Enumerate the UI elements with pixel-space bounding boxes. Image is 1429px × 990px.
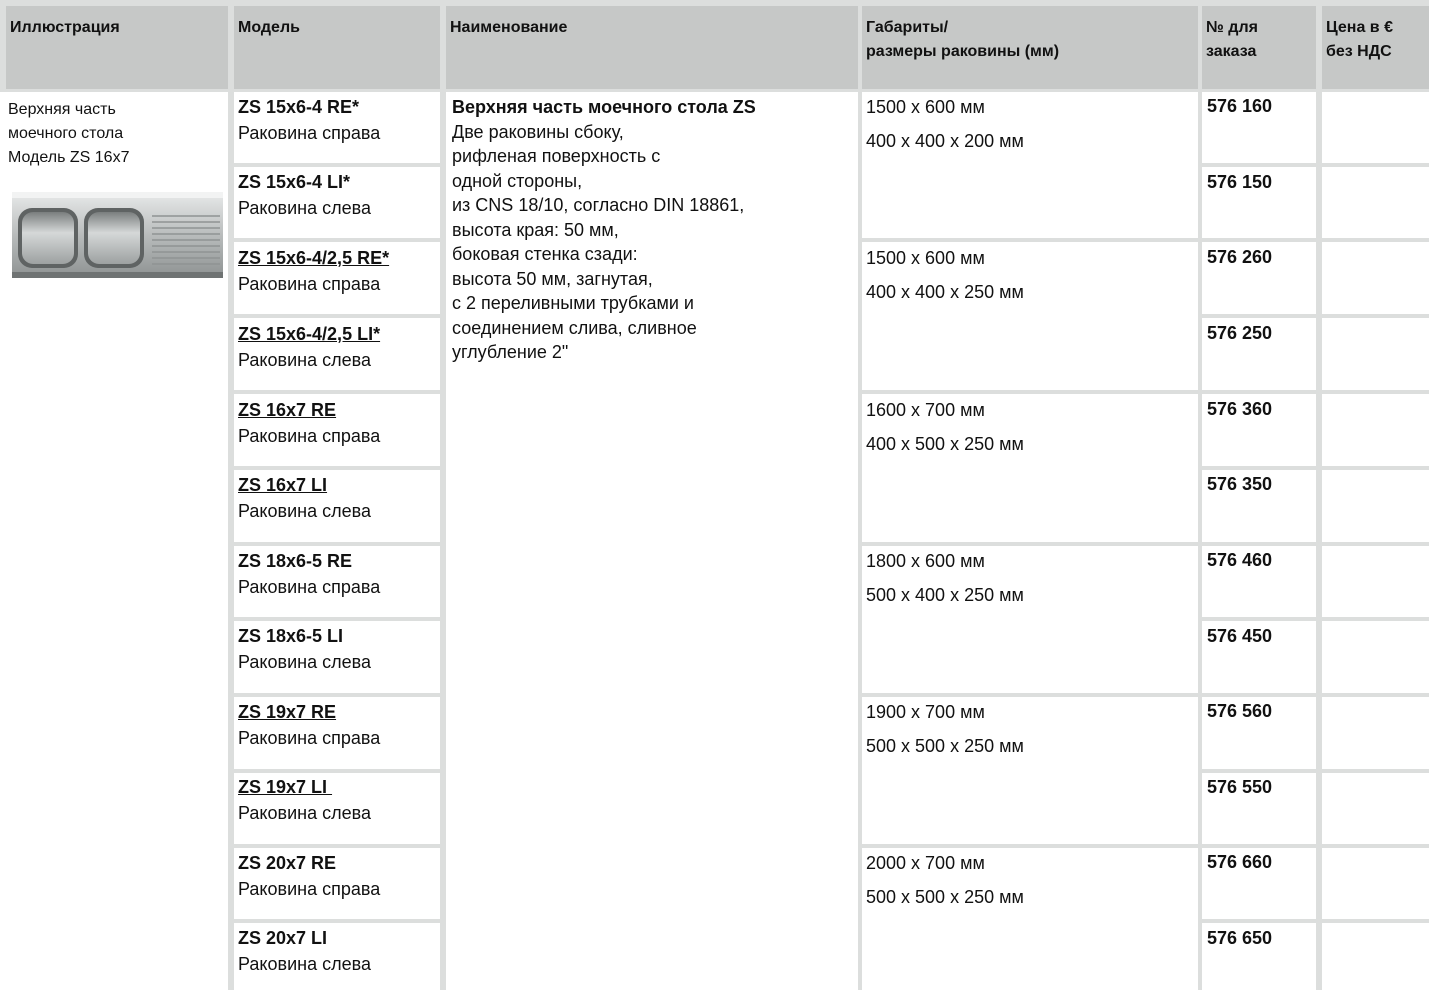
bowl-dimensions: 500 x 500 x 250 мм <box>866 736 1024 756</box>
dimension-group <box>866 90 1024 158</box>
description-line: боковая стенка сзади: <box>452 244 638 264</box>
sink-side: Раковина слева <box>238 501 371 521</box>
double-bowl-sink-image <box>12 192 223 278</box>
model-code: ZS 18x6-5 LI <box>238 626 344 646</box>
description-line: углубление 2" <box>452 342 569 362</box>
model-entry <box>238 94 380 146</box>
dimension-group <box>866 544 1024 612</box>
price-cell <box>1322 318 1429 390</box>
description-line: из CNS 18/10, согласно DIN 18861, <box>452 195 745 215</box>
outer-dimensions: 1500 x 600 мм <box>866 97 985 117</box>
header-model <box>234 6 440 89</box>
bowl-dimensions: 500 x 500 x 250 мм <box>866 887 1024 907</box>
outer-dimensions: 1500 x 600 мм <box>866 248 985 268</box>
order-number: 576 660 <box>1207 852 1273 872</box>
model-code: ZS 15x6-4/2,5 LI* <box>238 324 381 344</box>
illustration-caption-line1: Верхняя часть <box>8 101 116 118</box>
bowl-dimensions: 400 x 400 x 200 мм <box>866 131 1024 151</box>
order-number: 576 450 <box>1207 626 1273 646</box>
model-entry <box>238 699 380 751</box>
price-cell <box>1322 621 1429 693</box>
model-entry <box>238 774 371 826</box>
model-code: ZS 16x7 RE <box>238 400 337 420</box>
model-code: ZS 15x6-4 RE* <box>238 97 360 117</box>
bowl-dimensions: 500 x 400 x 250 мм <box>866 585 1024 605</box>
sink-side: Раковина справа <box>238 879 381 899</box>
model-entry <box>238 397 380 449</box>
description-title: Верхняя часть моечного стола ZS <box>452 97 756 117</box>
outer-dimensions: 2000 x 700 мм <box>866 853 985 873</box>
dimension-group <box>866 695 1024 763</box>
model-code: ZS 20x7 RE <box>238 853 337 873</box>
model-entry <box>238 169 371 221</box>
illustration-caption <box>8 98 228 170</box>
model-entry <box>238 623 371 675</box>
description-line: высота края: 50 мм, <box>452 219 619 240</box>
description-line: одной стороны, <box>452 170 583 191</box>
description-line: с 2 переливными трубками и <box>452 293 694 313</box>
dimension-group <box>866 846 1024 914</box>
illustration-caption-line2: моечного стола <box>8 125 124 142</box>
order-number: 576 360 <box>1207 399 1273 419</box>
price-cell <box>1322 92 1429 163</box>
sink-side: Раковина справа <box>238 274 381 294</box>
sink-side: Раковина справа <box>238 577 381 597</box>
model-code: ZS 16x7 LI <box>238 475 328 495</box>
price-cell <box>1322 394 1429 466</box>
dimension-group <box>866 241 1024 309</box>
price-cell <box>1322 470 1429 542</box>
price-cell <box>1322 923 1429 990</box>
sink-side: Раковина справа <box>238 426 381 446</box>
order-number: 576 250 <box>1207 323 1273 343</box>
model-code: ZS 19x7 RE <box>238 702 337 722</box>
model-code: ZS 20x7 LI <box>238 928 328 948</box>
order-number: 576 550 <box>1207 777 1273 797</box>
order-number: 576 560 <box>1207 701 1273 721</box>
model-code: ZS 18x6-5 RE <box>238 551 353 571</box>
order-number: 576 260 <box>1207 247 1273 267</box>
sink-side: Раковина слева <box>238 350 371 370</box>
sink-side: Раковина слева <box>238 198 371 218</box>
header-illustration <box>6 6 228 89</box>
sink-side: Раковина слева <box>238 803 371 823</box>
header-price-label: Цена в € без НДС <box>1326 19 1393 60</box>
price-cell <box>1322 697 1429 769</box>
header-name-label: Наименование <box>450 19 568 36</box>
description-line: соединением слива, сливное <box>452 317 697 338</box>
header-dimensions-label: Габариты/ размеры раковины (мм) <box>866 19 1060 60</box>
order-number: 576 150 <box>1207 172 1273 192</box>
header-order-number <box>1202 6 1316 89</box>
sink-side: Раковина слева <box>238 954 371 974</box>
outer-dimensions: 1800 x 600 мм <box>866 551 985 571</box>
model-code: ZS 19x7 LI <box>238 777 333 797</box>
model-code: ZS 15x6-4 LI* <box>238 172 351 192</box>
order-number: 576 460 <box>1207 550 1273 570</box>
price-cell <box>1322 773 1429 844</box>
header-model-label: Модель <box>238 19 300 36</box>
header-dimensions <box>862 6 1198 89</box>
price-cell <box>1322 848 1429 919</box>
model-entry <box>238 925 371 977</box>
bowl-dimensions: 400 x 400 x 250 мм <box>866 282 1024 302</box>
model-entry <box>238 321 380 373</box>
price-cell <box>1322 546 1429 617</box>
description-line: Две раковины сбоку, <box>452 121 624 142</box>
description-line: высота 50 мм, загнутая, <box>452 268 653 289</box>
header-order-number-label: № для заказа <box>1206 19 1258 60</box>
outer-dimensions: 1900 x 700 мм <box>866 702 985 722</box>
description-line: рифленая поверхность с <box>452 146 661 166</box>
price-cell <box>1322 167 1429 238</box>
order-number: 576 160 <box>1207 96 1273 116</box>
model-entry <box>238 472 371 524</box>
sink-side: Раковина справа <box>238 728 381 748</box>
model-entry <box>238 245 389 297</box>
order-number: 576 650 <box>1207 928 1273 948</box>
outer-dimensions: 1600 x 700 мм <box>866 400 985 420</box>
header-name <box>446 6 858 89</box>
sink-side: Раковина слева <box>238 652 371 672</box>
model-code: ZS 15x6-4/2,5 RE* <box>238 248 390 268</box>
sink-side: Раковина справа <box>238 123 381 143</box>
dimension-group <box>866 393 1024 461</box>
order-number: 576 350 <box>1207 474 1273 494</box>
model-entry <box>238 548 380 600</box>
header-illustration-label: Иллюстрация <box>10 19 120 36</box>
model-entry <box>238 850 380 902</box>
illustration-caption-line3: Модель ZS 16x7 <box>8 149 130 166</box>
description <box>452 95 852 365</box>
bowl-dimensions: 400 x 500 x 250 мм <box>866 434 1024 454</box>
price-cell <box>1322 242 1429 314</box>
header-price <box>1322 6 1429 89</box>
